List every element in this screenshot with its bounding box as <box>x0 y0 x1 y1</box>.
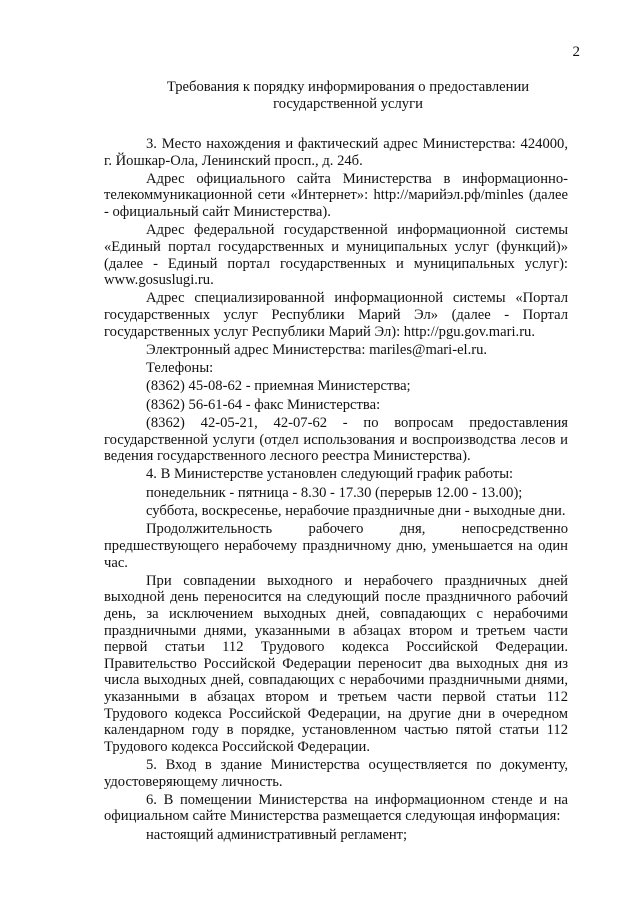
paragraph: 3. Место нахождения и фактический адрес Министерства: 424000, г. Йошкар-Ола, Ленинский просп., д. 24б. <box>104 136 568 169</box>
paragraph: 6. В помещении Министерства на информационном стенде и на официальном сайте Министерства размещается следующая информация: <box>104 791 568 825</box>
section-title <box>104 0 568 113</box>
section-title-line-2: государственной услуги <box>273 96 423 112</box>
paragraph: настоящий административный регламент; <box>146 826 408 843</box>
section-title-line-1: Требования к порядку информирования о предоставлении <box>166 79 530 95</box>
paragraph: (8362) 45-08-62 - приемная Министерства; <box>146 378 411 395</box>
paragraph: Электронный адрес Министерства: mariles@mari-el.ru. <box>146 341 488 358</box>
page-number: 2 <box>572 44 580 60</box>
document-body <box>104 136 568 843</box>
paragraph: Адрес специализированной информационной системы «Портал государственных услуг Республики Марий Эл» (далее - Портал государственных услуг Республики Марий Эл): http://pgu.gov.mari.ru. <box>104 290 568 340</box>
paragraph: (8362) 42-05-21, 42-07-62 - по вопросам предоставления государственной услуги (отдел использования и воспроизводства лесов и ведения государственного лесного реестра Министерства). <box>104 415 568 465</box>
paragraph: суббота, воскресенье, нерабочие праздничные дни - выходные дни. <box>146 503 566 520</box>
paragraph: Адрес федеральной государственной информационной системы «Единый портал государственных и муниципальных услуг (функций)» (далее - Единый портал государственных и муниципальных услуг): www.gosuslugi.ru. <box>104 222 568 289</box>
paragraph: (8362) 56-61-64 - факс Министерства: <box>146 396 381 413</box>
paragraph: 4. В Министерстве установлен следующий график работы: <box>146 466 514 483</box>
paragraph: понедельник - пятница - 8.30 - 17.30 (перерыв 12.00 - 13.00); <box>146 484 523 501</box>
paragraph: При совпадении выходного и нерабочего праздничных дней выходной день переносится на следующий после праздничного рабочий день, за исключением выходных дней, совпадающих с нерабочими праздничными днями, указанными в абзацах втором и третьем части первой статьи 112 Трудового кодекса Российской Федерации. Правительство Российской Федерации переносит два выходных дня из числа выходных дней, совпадающих с нерабочими праздничными днями, указанными в абзацах втором и третьем части первой статьи 112 Трудового кодекса Российской Федерации, на другие дни в очередном календарном году в порядке, установленном частью пятой статьи 112 Трудового кодекса Российской Федерации. <box>104 572 568 755</box>
paragraph: Адрес официального сайта Министерства в информационно-телекоммуникационной сети «Интернет»: http://марийэл.рф/minles (далее - официальный сайт Министерства). <box>104 170 568 221</box>
paragraph: 5. Вход в здание Министерства осуществляется по документу, удостоверяющему личность. <box>104 757 568 790</box>
paragraph: Продолжительность рабочего дня, непосредственно предшествующего нерабочему праздничному дню, уменьшается на один час. <box>104 521 568 571</box>
paragraph: Телефоны: <box>146 360 214 377</box>
